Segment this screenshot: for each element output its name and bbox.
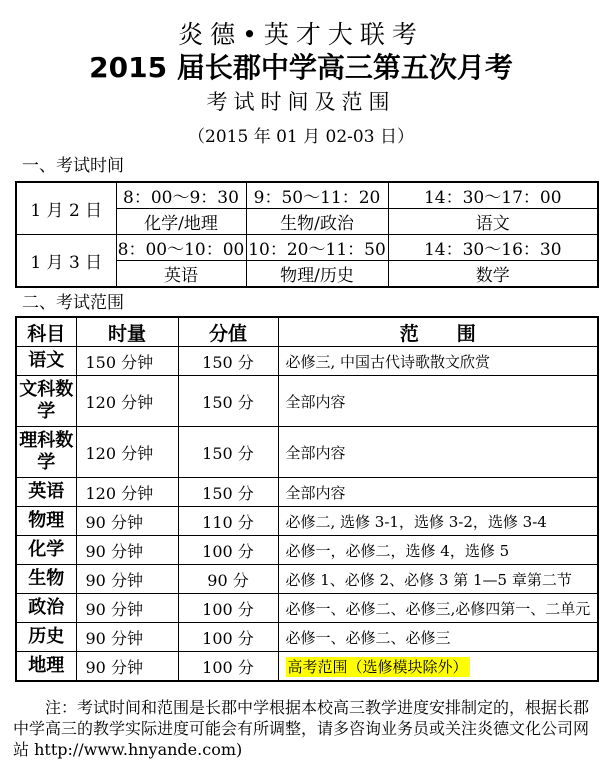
- date-cell: 1 月 3 日: [16, 235, 116, 288]
- session-time: 9：50～11：20: [246, 182, 388, 209]
- scope-section-label: 二、考试范围: [22, 293, 124, 313]
- subject-cell: 理科数学: [16, 427, 76, 478]
- table-row: [16, 536, 598, 565]
- schedule-row-day2-times: [16, 235, 598, 261]
- score-header: 分值: [178, 317, 278, 347]
- score-cell: 90 分: [178, 565, 278, 594]
- session-time: 14：30～17：00: [388, 182, 598, 209]
- date-cell: 1 月 2 日: [16, 182, 116, 235]
- subject-cell: 地理: [16, 652, 76, 682]
- score-cell: 100 分: [178, 623, 278, 652]
- range-cell: 全部内容: [278, 427, 598, 478]
- duration-cell: 90 分钟: [76, 594, 178, 623]
- scope-table: [15, 316, 599, 682]
- table-row: [16, 565, 598, 594]
- session-time: 8：00～9：30: [116, 182, 246, 209]
- range-cell: 全部内容: [278, 478, 598, 507]
- duration-cell: 90 分钟: [76, 536, 178, 565]
- table-row: [16, 347, 598, 376]
- schedule-row-day1-times: [16, 182, 598, 209]
- range-highlight: 高考范围（选修模块除外）: [287, 657, 468, 676]
- duration-header: 时量: [76, 317, 178, 347]
- subject-cell: 政治: [16, 594, 76, 623]
- subject-cell: 物理: [16, 507, 76, 536]
- subject-header: 科目: [16, 317, 76, 347]
- session-time: 14：30～16：30: [388, 235, 598, 261]
- range-cell: 必修二, 选修 3-1，选修 3-2，选修 3-4: [278, 507, 598, 536]
- score-cell: 150 分: [178, 376, 278, 427]
- session-subjects: 英语: [116, 261, 246, 288]
- range-cell: 必修一，必修二，选修 4，选修 5: [278, 536, 598, 565]
- subtitle: 考试时间及范围: [206, 90, 396, 114]
- subject-cell: 生物: [16, 565, 76, 594]
- subject-cell: 文科数学: [16, 376, 76, 427]
- score-cell: 100 分: [178, 594, 278, 623]
- subject-cell: 英语: [16, 478, 76, 507]
- table-row: [16, 594, 598, 623]
- score-cell: 100 分: [178, 536, 278, 565]
- session-subjects: 生物/政治: [246, 209, 388, 235]
- range-cell: 必修一、必修二、必修三: [278, 623, 598, 652]
- range-cell: [278, 652, 598, 682]
- score-cell: 150 分: [178, 427, 278, 478]
- subject-cell: 历史: [16, 623, 76, 652]
- range-header: 范 围: [278, 317, 598, 347]
- table-row: [16, 427, 598, 478]
- session-subjects: 语文: [388, 209, 598, 235]
- duration-cell: 90 分钟: [76, 507, 178, 536]
- score-cell: 110 分: [178, 507, 278, 536]
- duration-cell: 150 分钟: [76, 347, 178, 376]
- range-cell: 全部内容: [278, 376, 598, 427]
- schedule-section-label: 一、考试时间: [22, 156, 124, 176]
- session-time: 10：20～11：50: [246, 235, 388, 261]
- range-cell: 必修一、必修二、必修三,必修四第一、二单元: [278, 594, 598, 623]
- duration-cell: 90 分钟: [76, 623, 178, 652]
- range-cell: 必修 1、必修 2、必修 3 第 1—5 章第二节: [278, 565, 598, 594]
- score-cell: 100 分: [178, 652, 278, 682]
- organizer-title: 炎德•英才大联考: [178, 20, 424, 49]
- exam-title: 2015 届长郡中学高三第五次月考: [89, 51, 513, 84]
- note-text: 注：考试时间和范围是长郡中学根据本校高三教学进度安排制定的，根据长郡中学高三的教学实际进度可能会有所调整，请多咨询业务员或关注炎德文化公司网站 http://www.hnyande.com): [13, 698, 590, 759]
- duration-cell: 90 分钟: [76, 565, 178, 594]
- duration-cell: 120 分钟: [76, 478, 178, 507]
- score-cell: 150 分: [178, 478, 278, 507]
- duration-cell: 120 分钟: [76, 376, 178, 427]
- table-row: [16, 652, 598, 682]
- date-range: （2015 年 01 月 02-03 日）: [188, 127, 414, 147]
- scope-header-row: [16, 317, 598, 347]
- duration-cell: 120 分钟: [76, 427, 178, 478]
- session-subjects: 数学: [388, 261, 598, 288]
- session-time: 8：00～10：00: [116, 235, 246, 261]
- table-row: [16, 478, 598, 507]
- table-row: [16, 623, 598, 652]
- table-row: [16, 507, 598, 536]
- schedule-table: [15, 181, 599, 288]
- duration-cell: 90 分钟: [76, 652, 178, 682]
- session-subjects: 物理/历史: [246, 261, 388, 288]
- session-subjects: 化学/地理: [116, 209, 246, 235]
- score-cell: 150 分: [178, 347, 278, 376]
- subject-cell: 化学: [16, 536, 76, 565]
- table-row: [16, 376, 598, 427]
- subject-cell: 语文: [16, 347, 76, 376]
- range-cell: 必修三, 中国古代诗歌散文欣赏: [278, 347, 598, 376]
